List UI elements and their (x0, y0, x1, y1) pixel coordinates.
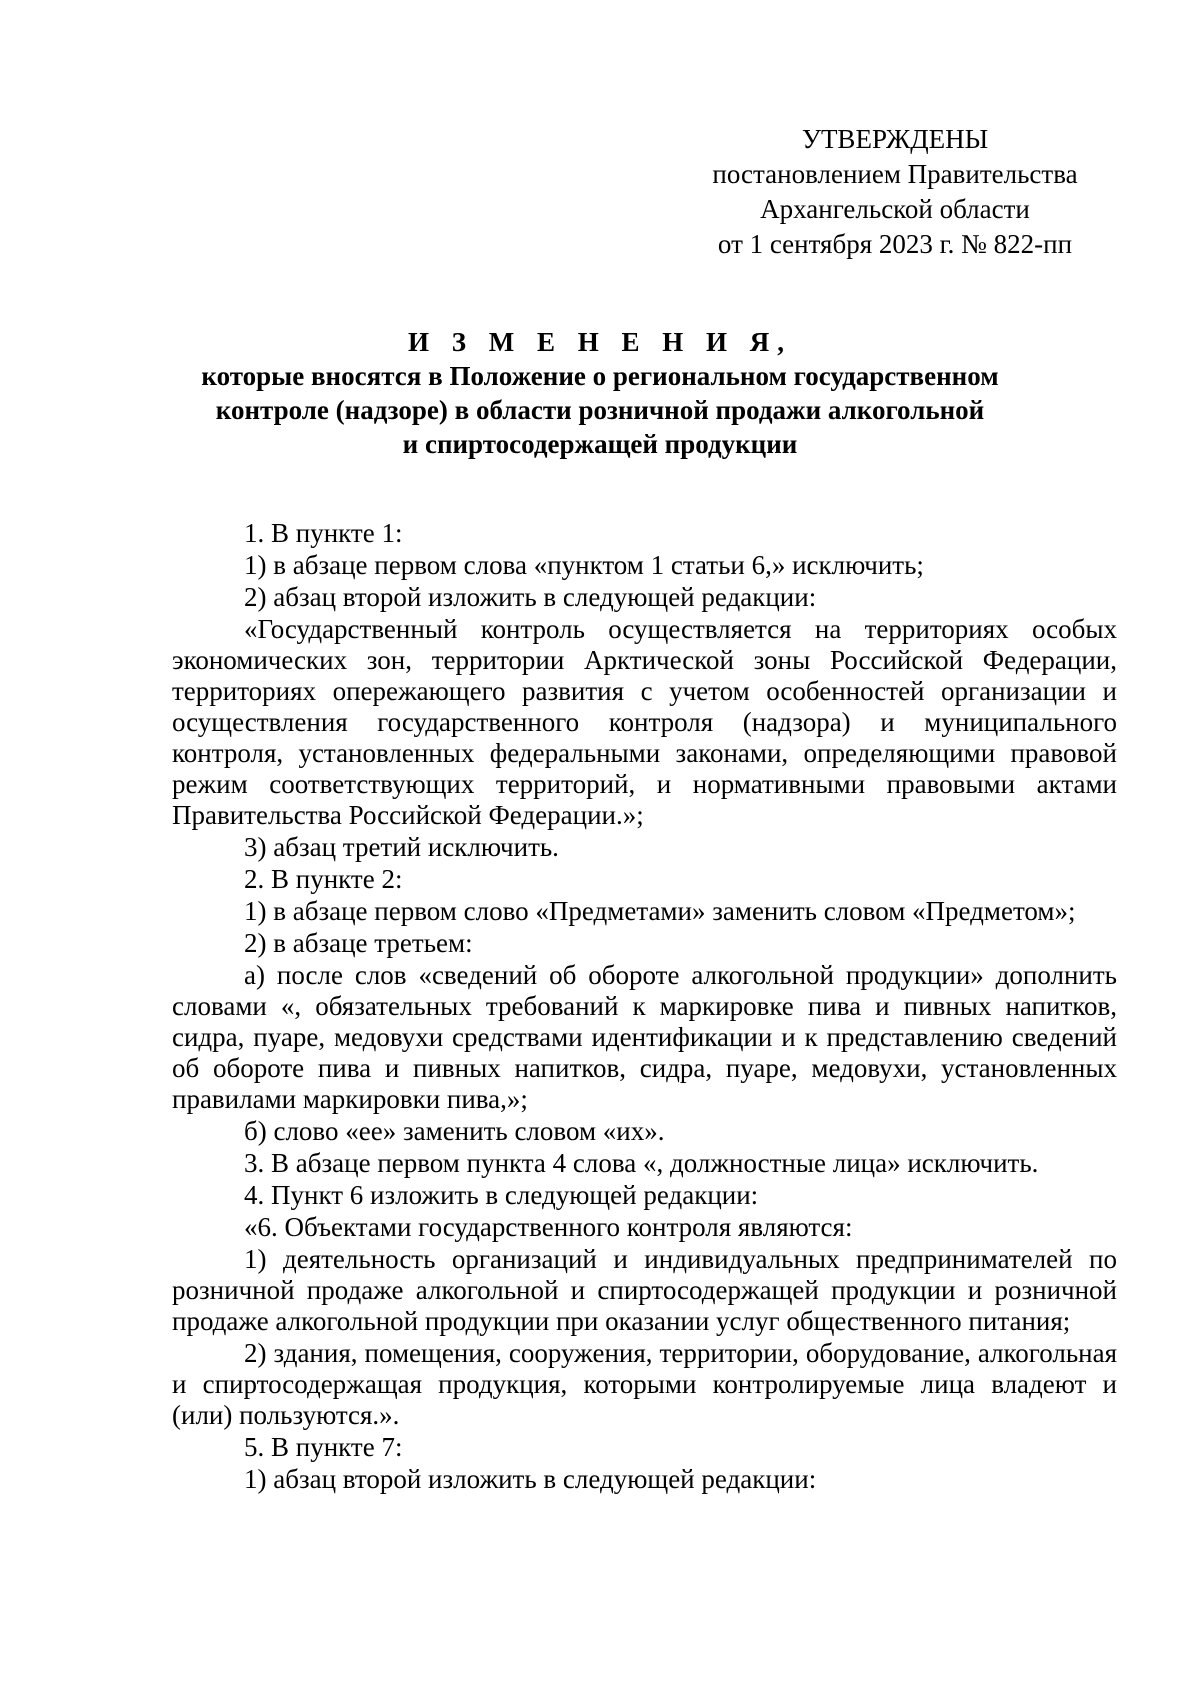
approval-line-4: от 1 сентября 2023 г. № 822-пп (717, 229, 1073, 259)
paragraph: б) слово «ее» заменить словом «их». (244, 1116, 665, 1146)
paragraph: 1) абзац второй изложить в следующей редакции: (244, 1464, 817, 1494)
paragraph: 1) деятельность организаций и индивидуальных предпринимателей по розничной продаже алкогольной и спиртосодержащей продукции и розничной продаже алкогольной продукции при оказании услуг общественного питания; (172, 1244, 1117, 1336)
approval-line-2: постановлением Правительства (712, 159, 1078, 189)
paragraph: а) после слов «сведений об обороте алкогольной продукции» дополнить словами «, обязательных требований к маркировке пива и пивных напитков, сидра, пуаре, медовухи средствами идентификации и к представлению сведений об обороте пива и пивных напитков, сидра, пуаре, медовухи, установленных правилами маркировки пива,»; (172, 960, 1117, 1114)
paragraph: 1. В пункте 1: (244, 518, 403, 548)
paragraph: 2) в абзаце третьем: (244, 928, 473, 958)
paragraph: 2) абзац второй изложить в следующей редакции: (244, 582, 817, 612)
title-subtitle-line-1: которые вносятся в Положение о региональном государственном (201, 361, 999, 391)
paragraph: 4. Пункт 6 изложить в следующей редакции: (244, 1180, 759, 1210)
paragraph: 3) абзац третий исключить. (244, 832, 559, 862)
paragraph: «6. Объектами государственного контроля являются: (244, 1212, 853, 1242)
title-subtitle-line-3: и спиртосодержащей продукции (402, 429, 798, 459)
paragraph: 3. В абзаце первом пункта 4 слова «, должностные лица» исключить. (244, 1148, 1039, 1178)
paragraph: 5. В пункте 7: (244, 1432, 403, 1462)
paragraph: 2) здания, помещения, сооружения, территории, оборудование, алкогольная и спиртосодержащая продукция, которыми контролируемые лица владеют и (или) пользуются.». (172, 1338, 1117, 1430)
title-heading: И З М Е Н Е Н И Я, (407, 327, 792, 357)
document-body (172, 518, 1117, 1496)
approval-line-3: Архангельской области (760, 194, 1030, 224)
paragraph: «Государственный контроль осуществляется на территориях особых экономических зон, территории Арктической зоны Российской Федерации, территориях опережающего развития с учетом особенностей организации и осуществления государственного контроля (надзора) и муниципального контроля, установленных федеральными законами, определяющими правовой режим соответствующих территорий, и нормативными правовыми актами Правительства Российской Федерации.»; (172, 614, 1117, 830)
approval-line-1: УТВЕРЖДЕНЫ (801, 124, 989, 154)
document-title (180, 325, 1020, 461)
title-subtitle-line-2: контроле (надзоре) в области розничной продажи алкогольной (215, 395, 985, 425)
paragraph: 2. В пункте 2: (244, 864, 403, 894)
paragraph: 1) в абзаце первом слово «Предметами» заменить словом «Предметом»; (244, 896, 1076, 926)
approval-stamp (680, 122, 1110, 262)
paragraph: 1) в абзаце первом слова «пунктом 1 статьи 6,» исключить; (244, 550, 924, 580)
